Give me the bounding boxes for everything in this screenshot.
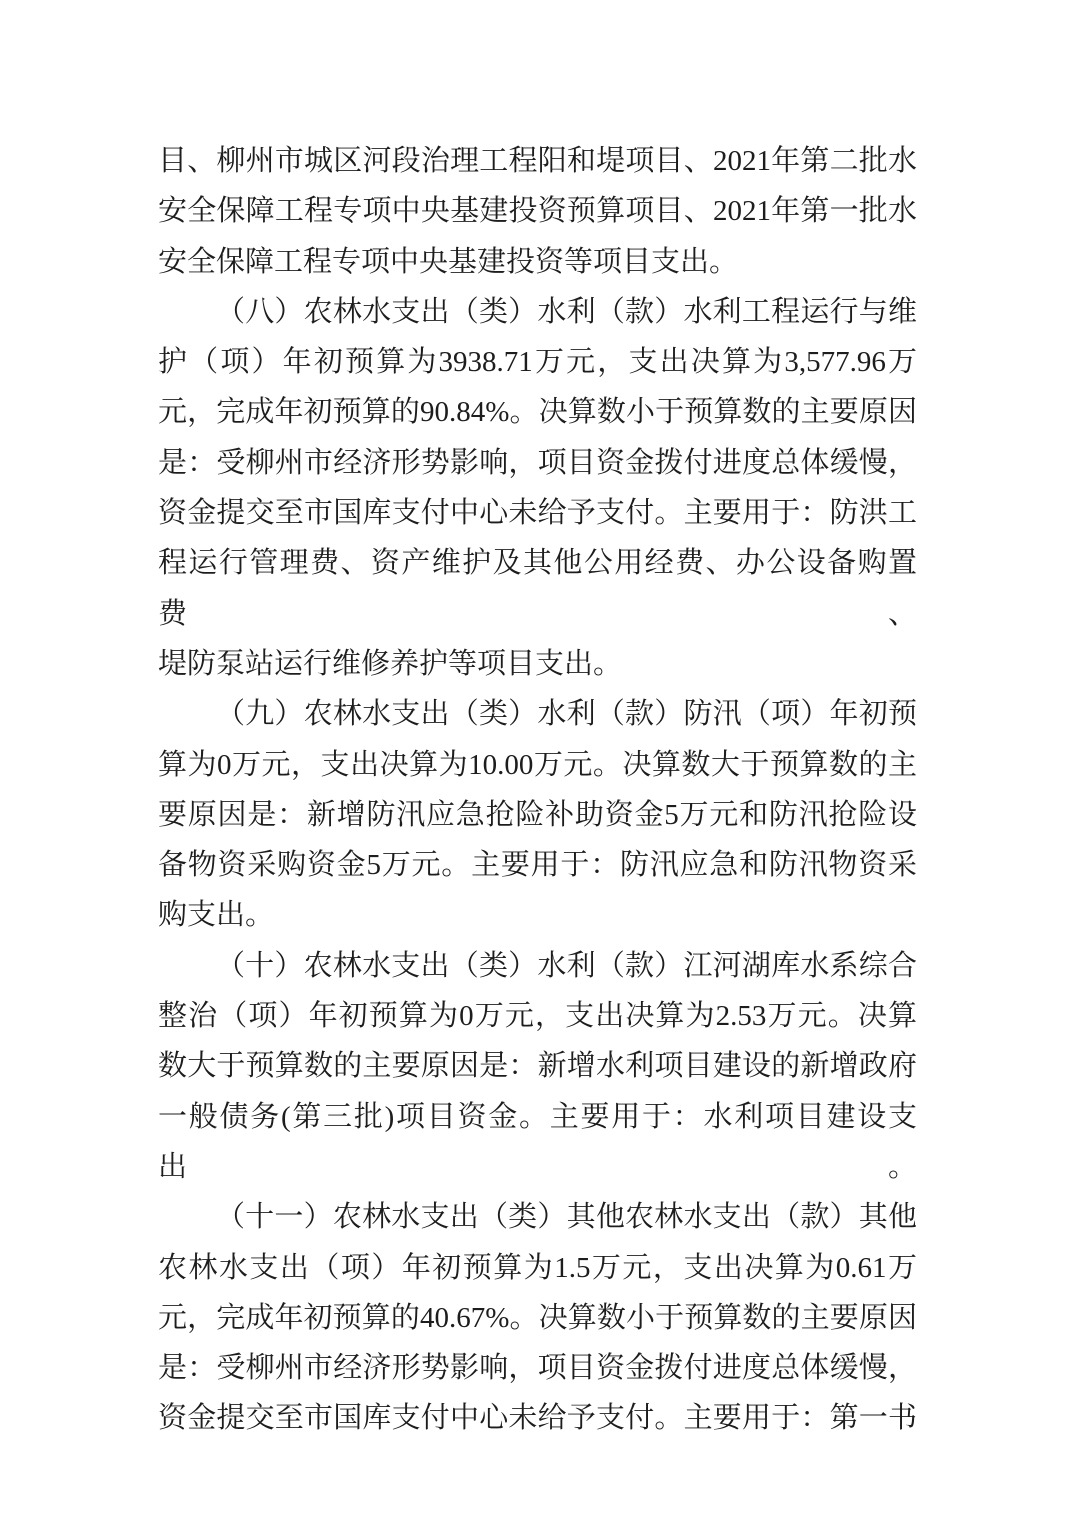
text-line: （九）农林水支出（类）水利（款）防汛（项）年初预 — [216, 698, 917, 731]
text-line: 元，完成年初预算的90.84%。决算数小于预算数的主要原因 — [158, 396, 917, 429]
paragraph-item-9 — [158, 689, 917, 940]
text-line: 备物资采购资金5万元。主要用于：防汛应急和防汛物资采 — [158, 849, 917, 882]
text-line: （十一）农林水支出（类）其他农林水支出（款）其他 — [216, 1201, 917, 1234]
text-line: （十）农林水支出（类）水利（款）江河湖库水系综合 — [216, 949, 917, 982]
paragraph-item-10 — [158, 941, 917, 1192]
text-line: 数大于预算数的主要原因是：新增水利项目建设的新增政府 — [158, 1050, 917, 1083]
text-line: 安全保障工程专项中央基建投资预算项目、2021年第一批水 — [158, 195, 917, 228]
text-line: 程运行管理费、资产维护及其他公用经费、办公设备购置费、 — [158, 547, 917, 630]
text-line: 整治（项）年初预算为0万元，支出决算为2.53万元。决算 — [158, 1000, 917, 1033]
document-page — [158, 136, 917, 1444]
paragraph-continuation — [158, 136, 917, 287]
text-line: 元，完成年初预算的40.67%。决算数小于预算数的主要原因 — [158, 1301, 917, 1334]
paragraph-item-8 — [158, 287, 917, 689]
text-line: 一般债务(第三批)项目资金。主要用于：水利项目建设支出。 — [158, 1100, 917, 1183]
text-line: 购支出。 — [158, 899, 275, 932]
text-line: 是：受柳州市经济形势影响，项目资金拨付进度总体缓慢， — [158, 446, 917, 479]
text-line: 算为0万元，支出决算为10.00万元。决算数大于预算数的主 — [158, 748, 917, 781]
text-line: 护（项）年初预算为3938.71万元，支出决算为3,577.96万 — [158, 346, 917, 379]
text-line: 安全保障工程专项中央基建投资等项目支出。 — [158, 245, 739, 278]
text-line: 农林水支出（项）年初预算为1.5万元，支出决算为0.61万 — [158, 1251, 917, 1284]
text-line: 资金提交至市国库支付中心未给予支付。主要用于：第一书 — [158, 1402, 917, 1435]
text-line: 目、柳州市城区河段治理工程阳和堤项目、2021年第二批水 — [158, 145, 917, 177]
text-line: （八）农林水支出（类）水利（款）水利工程运行与维 — [216, 295, 917, 328]
text-line: 是：受柳州市经济形势影响，项目资金拨付进度总体缓慢， — [158, 1352, 917, 1385]
paragraph-item-11 — [158, 1192, 917, 1443]
text-line: 要原因是：新增防汛应急抢险补助资金5万元和防汛抢险设 — [158, 798, 917, 831]
text-line: 资金提交至市国库支付中心未给予支付。主要用于：防洪工 — [158, 497, 917, 530]
text-line: 堤防泵站运行维修养护等项目支出。 — [158, 647, 623, 680]
